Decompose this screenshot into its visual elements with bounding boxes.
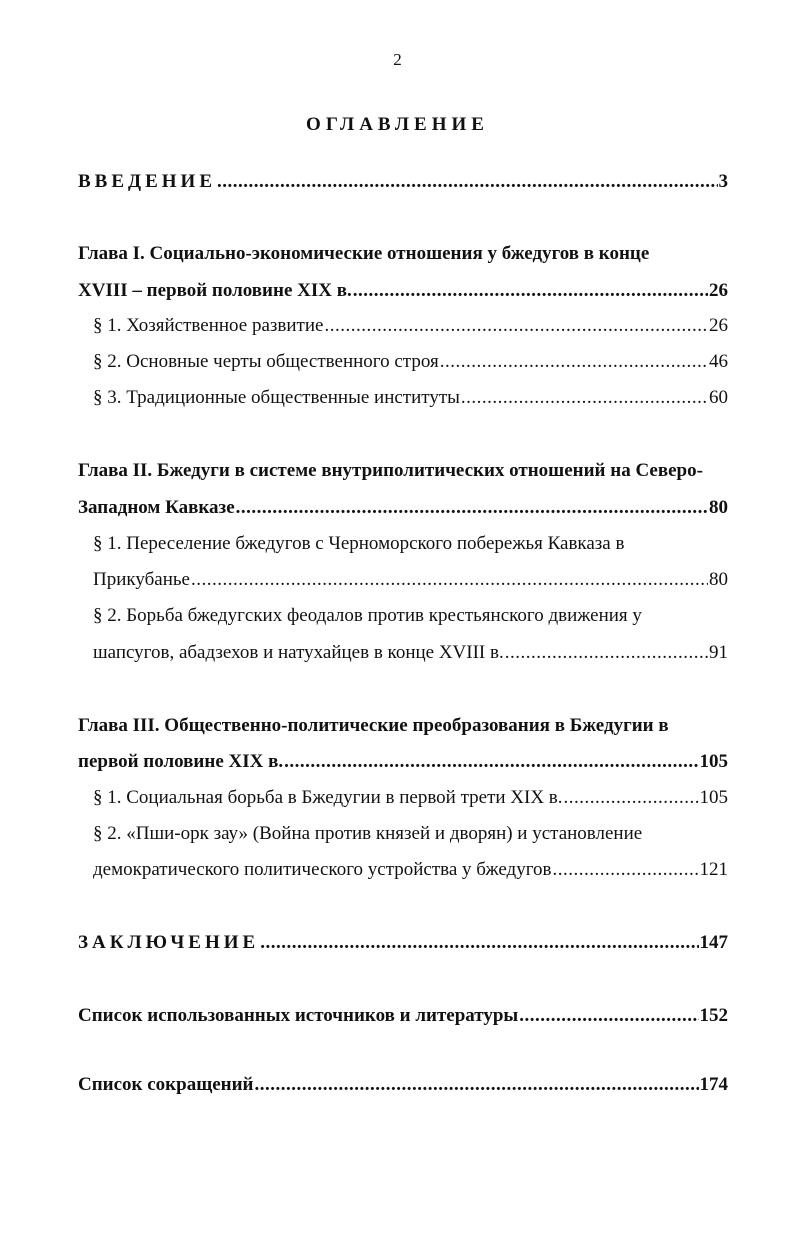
dot-leader: [505, 641, 708, 665]
chapter3-title-line1: Глава III. Общественно-политические преобразования в Бжедугии в: [78, 715, 669, 736]
toc-entry-label: § 3. Традиционные общественные институты: [93, 387, 460, 408]
toc-entry-abbreviations: [78, 1073, 728, 1097]
toc-entry-page: 26: [709, 280, 728, 301]
ch2-sec2-line1: § 2. Борьба бжедугских феодалов против крестьянского движения у: [93, 605, 642, 626]
dot-leader: [260, 931, 698, 955]
page-number: 2: [393, 50, 402, 69]
toc-entry-conclusion: [78, 931, 728, 955]
toc-entry-ch1-sec2: [93, 350, 728, 374]
toc-entry-page: 152: [699, 1005, 728, 1026]
toc-entry-page: 26: [709, 315, 728, 336]
chapter3-title-line2: первой половине XIX в.: [78, 751, 284, 772]
toc-entry-ch2-sec2: [93, 641, 728, 665]
toc-entry-page: 80: [709, 569, 728, 590]
toc-entry-page: 46: [709, 351, 728, 372]
toc-entry-chapter3: [78, 750, 728, 774]
toc-entry-page: 91: [709, 642, 728, 663]
toc-entry-ch3-sec2: [93, 858, 728, 882]
ch3-sec2-line2: демократического политического устройства у бжедугов: [93, 859, 552, 880]
toc-entry-ch1-sec3: [93, 386, 728, 410]
toc-entry-intro: [78, 170, 728, 194]
ch2-sec1-line1: § 1. Переселение бжедугов с Черноморского побережья Кавказа в: [93, 533, 625, 554]
chapter2-title-line2: Западном Кавказе: [78, 497, 235, 518]
toc-entry-sources: [78, 1004, 728, 1028]
ch2-sec2-line2: шапсугов, абадзехов и натухайцев в конце XVIII в.: [93, 642, 504, 663]
chapter1-title-line2: XVIII – первой половине XIX в.: [78, 280, 352, 301]
toc-entry-label: Список сокращений: [78, 1074, 254, 1095]
toc-entry-label: § 1. Социальная борьба в Бжедугии в первой трети XIX в.: [93, 787, 563, 808]
dot-leader: [461, 386, 708, 410]
dot-leader: [217, 170, 718, 194]
toc-entry-label: Список использованных источников и литературы: [78, 1005, 519, 1026]
toc-entry-page: 147: [699, 932, 728, 953]
dot-leader: [564, 786, 699, 810]
dot-leader: [553, 858, 699, 882]
toc-entry-label: § 2. Основные черты общественного строя: [93, 351, 439, 372]
dot-leader: [353, 279, 708, 303]
chapter1-title-line1: Глава I. Социально-экономические отношения у бжедугов в конце: [78, 243, 650, 264]
dot-leader: [191, 568, 708, 592]
toc-entry-chapter2: [78, 496, 728, 520]
toc-entry-label: ВВЕДЕНИЕ: [78, 171, 216, 192]
ch2-sec1-line2: Прикубанье: [93, 569, 190, 590]
dot-leader: [324, 314, 708, 338]
toc-entry-page: 105: [699, 751, 728, 772]
chapter2-title-line1: Глава II. Бжедуги в системе внутриполитических отношений на Северо-: [78, 460, 703, 481]
dot-leader: [255, 1073, 699, 1097]
toc-entry-page: 60: [709, 387, 728, 408]
dot-leader: [440, 350, 708, 374]
toc-entry-page: 105: [699, 787, 728, 808]
toc-entry-ch1-sec1: [93, 314, 728, 338]
dot-leader: [519, 1004, 698, 1028]
ch3-sec2-line1: § 2. «Пши-орк зау» (Война против князей и дворян) и установление: [93, 823, 643, 844]
toc-entry-page: 121: [699, 859, 728, 880]
toc-entry-chapter1: [78, 279, 728, 303]
toc-entry-label: § 1. Хозяйственное развитие: [93, 315, 324, 336]
toc-entry-page: 80: [709, 497, 728, 518]
toc-entry-ch3-sec1: [93, 786, 728, 810]
dot-leader: [236, 496, 708, 520]
toc-entry-ch2-sec1: [93, 568, 728, 592]
dot-leader: [284, 750, 698, 774]
toc-entry-page: 174: [699, 1074, 728, 1095]
toc-entry-page: 3: [718, 171, 728, 192]
toc-title: ОГЛАВЛЕНИЕ: [306, 114, 489, 135]
toc-entry-label: ЗАКЛЮЧЕНИЕ: [78, 932, 260, 953]
